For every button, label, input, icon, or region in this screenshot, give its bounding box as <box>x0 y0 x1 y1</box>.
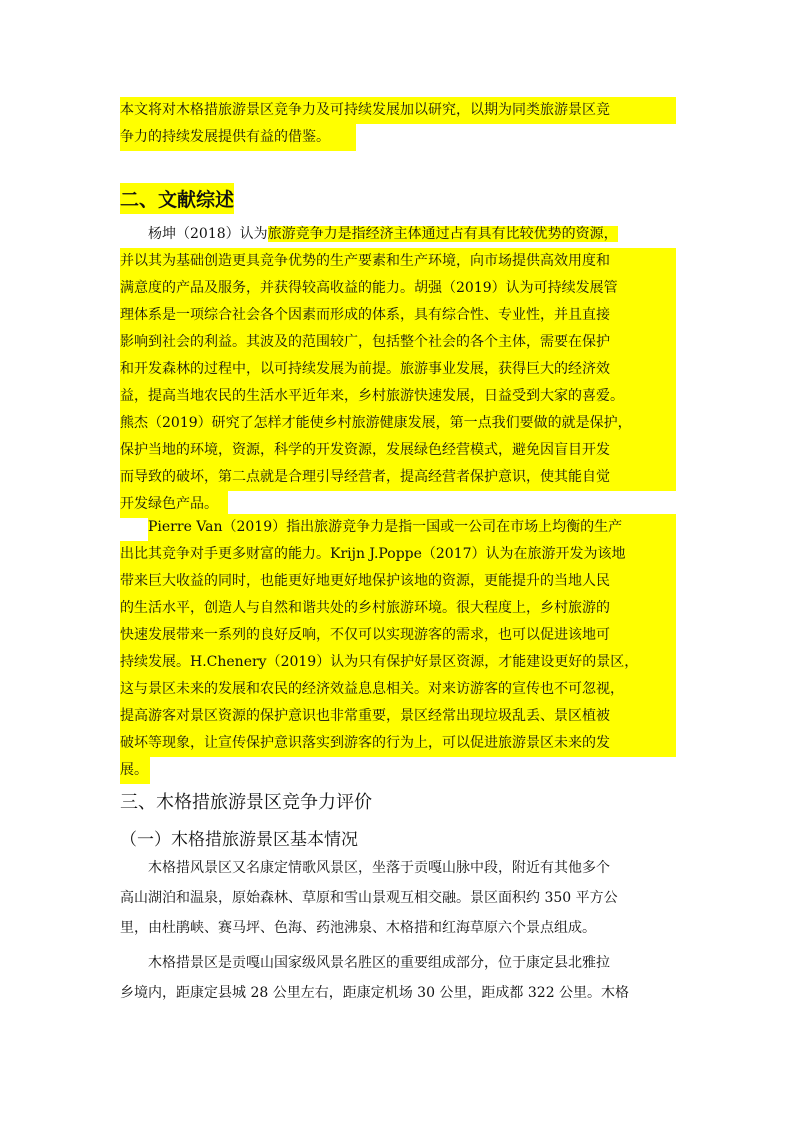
para2-line-8: 提高游客对景区资源的保护意识也非常重要，景区经常出现垃圾乱丢、景区植被 <box>120 703 676 730</box>
para2-line-2: 出比其竞争对手更多财富的能力。Krijn J.Poppe（2017）认为在旅游开发为该地 <box>120 541 676 568</box>
para2-line-10: 展。 <box>120 757 150 784</box>
sub-para2-line-2: 乡境内，距康定县城 28 公里左右，距康定机场 30 公里，距成都 322 公里。木格 <box>120 985 630 1001</box>
para2-line-3: 带来巨大收益的同时，也能更好地更好地保护该地的资源，更能提升的当地人民 <box>120 568 676 595</box>
para2-line-9: 破坏等现象，让宣传保护意识落实到游客的行为上，可以促进旅游景区未来的发 <box>120 730 676 757</box>
para1-line-10: 而导致的破坏，第二点就是合理引导经营者，提高经营者保护意识，使其能自觉 <box>120 464 676 491</box>
para1-line-9: 保护当地的环境，资源，科学的开发资源，发展绿色经营模式，避免因盲目开发 <box>120 437 676 464</box>
intro-line-2: 争力的持续发展提供有益的借鉴。 <box>120 124 356 151</box>
subsection-heading-basic-info: （一）木格措旅游景区基本情况 <box>120 830 358 850</box>
para1-line-1 <box>148 221 618 248</box>
para2-line-5: 快速发展带来一系列的良好反响，不仅可以实现游客的需求，也可以促进该地可 <box>120 622 676 649</box>
section-heading-literature-review: 二、文献综述 <box>120 183 234 214</box>
section-heading-competitiveness-evaluation: 三、木格措旅游景区竞争力评价 <box>120 792 372 813</box>
sub-para1-line-2: 高山湖泊和温泉，原始森林、草原和雪山景观互相交融。景区面积约 350 平方公 <box>120 890 618 906</box>
para1-line-7: 益，提高当地农民的生活水平近年来，乡村旅游快速发展，日益受到大家的喜爱。 <box>120 383 676 410</box>
para2-line-4: 的生活水平，创造人与自然和谐共处的乡村旅游环境。很大程度上，乡村旅游的 <box>120 595 676 622</box>
para1-line-4: 理体系是一项综合社会各个因素而形成的体系，具有综合性、专业性，并且直接 <box>120 302 676 329</box>
sub-para1-line-3: 里，由杜鹃峡、赛马坪、色海、药池沸泉、木格措和红海草原六个景点组成。 <box>120 920 596 936</box>
intro-line-1: 本文将对木格措旅游景区竞争力及可持续发展加以研究，以期为同类旅游景区竞 <box>120 97 676 124</box>
para1-line-5: 影响到社会的利益。其波及的范围较广，包括整个社会的各个主体，需要在保护 <box>120 329 676 356</box>
para2-line-6: 持续发展。H.Chenery（2019）认为只有保护好景区资源，才能建设更好的景区， <box>120 649 676 676</box>
para1-line-11: 开发绿色产品。 <box>120 491 228 518</box>
para2-line-1: Pierre Van（2019）指出旅游竞争力是指一国或一公司在市场上均衡的生产 <box>148 514 676 541</box>
para2-line-7: 这与景区未来的发展和农民的经济效益息息相关。对来访游客的宣传也不可忽视， <box>120 676 676 703</box>
para1-line-6: 和开发森林的过程中，以可持续发展为前提。旅游事业发展，获得巨大的经济效 <box>120 356 676 383</box>
sub-para1-line-1: 木格措风景区又名康定情歌风景区，坐落于贡嘎山脉中段，附近有其他多个 <box>148 860 610 876</box>
para1-line-3: 满意度的产品及服务，并获得较高收益的能力。胡强（2019）认为可持续发展管 <box>120 275 676 302</box>
para1-line-8: 熊杰（2019）研究了怎样才能使乡村旅游健康发展，第一点我们要做的就是保护， <box>120 410 676 437</box>
sub-para2-line-1: 木格措景区是贡嘎山国家级风景名胜区的重要组成部分，位于康定县北雅拉 <box>148 955 610 971</box>
para1-line-1-text: 杨坤（2018）认为旅游竞争力是指经济主体通过占有具有比较优势的资源， <box>148 226 618 242</box>
para1-line-2: 并以其为基础创造更具竞争优势的生产要素和生产环境，向市场提供高效用度和 <box>120 248 676 275</box>
